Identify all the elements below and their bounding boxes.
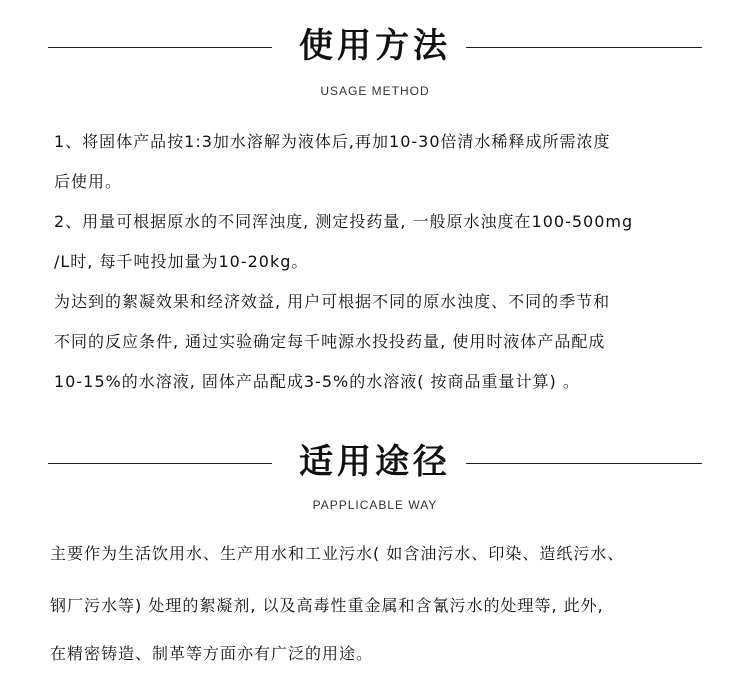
usage-subtitle: USAGE METHOD bbox=[320, 84, 430, 98]
application-subtitle: PAPPLICABLE WAY bbox=[312, 498, 438, 512]
usage-line-7: 10-15%的水溶液, 固体产品配成3-5%的水溶液( 按商品重量计算) 。 bbox=[54, 372, 580, 391]
usage-line-1: 1、将固体产品按1:3加水溶解为液体后,再加10-30倍清水稀释成所需浓度 bbox=[54, 132, 611, 151]
application-line-2: 钢厂污水等) 处理的絮凝剂, 以及高毒性重金属和含氰污水的处理等, 此外, bbox=[50, 596, 604, 615]
application-title: 适用途径 bbox=[299, 442, 451, 482]
usage-line-6: 不同的反应条件, 通过实验确定每千吨源水投投药量, 使用时液体产品配成 bbox=[54, 332, 606, 351]
application-line-1: 主要作为生活饮用水、生产用水和工业污水( 如含油污水、印染、造纸污水、 bbox=[50, 544, 625, 563]
usage-line-4: /L时, 每千吨投加量为10-20kg。 bbox=[54, 252, 309, 271]
usage-line-5: 为达到的絮凝效果和经济效益, 用户可根据不同的原水浊度、不同的季节和 bbox=[54, 292, 611, 311]
usage-line-3: 2、用量可根据原水的不同浑浊度, 测定投药量, 一般原水浊度在100-500mg bbox=[54, 212, 634, 231]
usage-line-2: 后使用。 bbox=[54, 172, 123, 191]
application-line-3: 在精密铸造、制革等方面亦有广泛的用途。 bbox=[50, 644, 374, 663]
usage-title: 使用方法 bbox=[299, 26, 451, 66]
